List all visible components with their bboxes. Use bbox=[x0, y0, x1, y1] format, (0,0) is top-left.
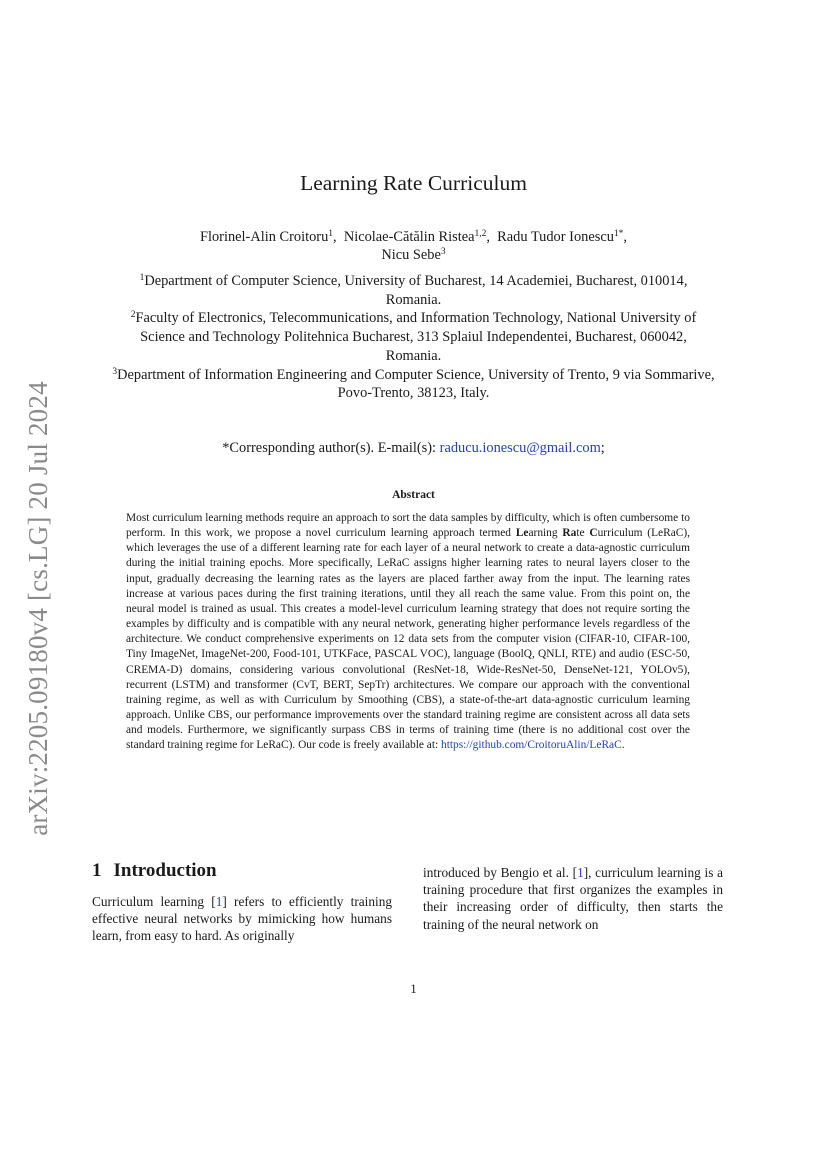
page-number: 1 bbox=[410, 981, 417, 996]
author-affiliation-mark: 3 bbox=[440, 247, 446, 257]
abstract-heading: Abstract bbox=[392, 489, 435, 501]
affiliation-number: 1 bbox=[139, 273, 145, 283]
abstract-segment: Most curriculum learning methods require an approach to sort the data samples by difficulty, which is often cumbersome to perform. In this work, we propose a novel curriculum learning approach termed bbox=[126, 512, 690, 540]
author-affiliation-mark: 1,2 bbox=[474, 229, 487, 239]
abstract-end: . bbox=[621, 739, 625, 752]
section-heading-introduction bbox=[92, 860, 217, 882]
body-text: ], curriculum learning is a training procedure that first organizes the examples in their increasing order of difficulty, then starts the training of the neural network on bbox=[423, 865, 723, 932]
section-title: Introduction bbox=[113, 860, 217, 881]
body-text: introduced by Bengio et al. [ bbox=[423, 865, 578, 880]
author-affiliation-mark: 1* bbox=[613, 229, 624, 239]
acronym-rest: urriculum bbox=[597, 527, 643, 540]
abstract-segment: (LeRaC), which leverages the use of a different learning rate for each layer of a neural network to create a data-agnostic curriculum during the initial training epochs. More specifically, LeRaC assigns higher learning rates to neural layers closer to the input, gradually decreasing the learning rates as the layers are placed farther away from the input. The learning rates increase at various paces during the first training iterations, until they all reach the same value. From this point on, the neural model is trained as usual. This creates a model-level curriculum learning strategy that does not require sorting the examples by difficulty and is compatible with any neural network, generating higher performance levels regardless of the architecture. We conduct comprehensive experiments on 12 data sets from the computer vision (CIFAR-10, CIFAR-100, Tiny ImageNet, ImageNet-200, Food-101, UTKFace, PASCAL VOC), language (BoolQ, QNLI, RTE) and audio (ESC-50, CREMA-D) domains, considering various convolutional (ResNet-18, Wide-ResNet-50, DenseNet-121, YOLOv5), recurrent (LSTM) and transformer (CvT, BERT, SepTr) architectures. We compare our approach with the conventional training regime, as well as with Curriculum by Smoothing (CBS), a state-of-the-art data-agnostic curriculum learning approach. Unlike CBS, our performance improvements over the standard training regime are consistent across all data sets and models. Furthermore, we significantly surpass CBS in terms of training time (there is no additional cost over the standard training regime for LeRaC). Our code is freely available at: bbox=[126, 527, 691, 752]
affiliation-1 bbox=[112, 272, 715, 309]
affiliation-3 bbox=[112, 366, 715, 403]
affiliations bbox=[112, 272, 715, 403]
body-text: ] refers to efficiently training effective neural networks by mimicking how humans learn, from easy to hard. As originally bbox=[92, 894, 392, 944]
acronym-letter: C bbox=[589, 527, 598, 540]
arxiv-id-text: arXiv:2205.09180v4 [cs.LG] 20 Jul 2024 bbox=[22, 380, 53, 836]
author-list: Florinel-Alin Croitoru$^1$, Nicolae-Cătălin Ristea$^{1,2}$, Radu Tudor Ionescu$^{1*}$, bbox=[199, 229, 628, 245]
author-name: Radu Tudor Ionescu bbox=[497, 229, 614, 245]
affiliation-text: Faculty of Electronics, Telecommunications, and Information Technology, National University of Science and Technology Politehnica Bucharest, 313 Splaiul Independentei, Bucharest, 060042, Romania. bbox=[135, 310, 697, 364]
section-number: 1 bbox=[92, 860, 102, 881]
citation-link[interactable]: 1 bbox=[577, 865, 584, 880]
affiliation-number: 2 bbox=[130, 310, 136, 321]
acronym-letter: Ra bbox=[562, 527, 577, 540]
intro-text-right-column bbox=[423, 864, 723, 933]
citation-link[interactable]: 1 bbox=[215, 894, 223, 909]
affiliation-text: Department of Computer Science, University of Bucharest, 14 Academiei, Bucharest, 010014, Romania. bbox=[144, 273, 688, 308]
intro-text-left-column bbox=[92, 893, 392, 945]
author-list-continued bbox=[0, 245, 827, 266]
body-text: Curriculum learning [ bbox=[92, 894, 216, 909]
email-link[interactable]: raducu.ionescu@gmail.com bbox=[439, 440, 601, 456]
author-name: Florinel-Alin Croitoru bbox=[199, 229, 329, 245]
corresponding-author bbox=[0, 440, 827, 457]
author-name: Nicolae-Cătălin Ristea bbox=[343, 229, 475, 245]
code-repository-link[interactable]: https://github.com/CroitoruAlin/LeRaC bbox=[441, 739, 622, 752]
acronym-rest: arning bbox=[528, 527, 563, 540]
author-name: Nicu Sebe bbox=[381, 247, 441, 263]
corresponding-label: *Corresponding author(s). E-mail(s): bbox=[222, 440, 440, 456]
affiliation-2 bbox=[112, 309, 715, 365]
author-affiliation-mark: 1 bbox=[328, 229, 334, 239]
abstract-text bbox=[126, 511, 690, 754]
affiliation-number: 3 bbox=[112, 366, 118, 377]
paper-title: Learning Rate Curriculum bbox=[300, 171, 527, 195]
affiliation-text: Department of Information Engineering and Computer Science, University of Trento, 9 via Sommarive, Povo-Trento, 38123, Italy. bbox=[117, 366, 715, 402]
corresponding-suffix: ; bbox=[600, 440, 605, 456]
acronym-rest: te bbox=[576, 527, 590, 540]
acronym-letter: Le bbox=[515, 527, 529, 540]
